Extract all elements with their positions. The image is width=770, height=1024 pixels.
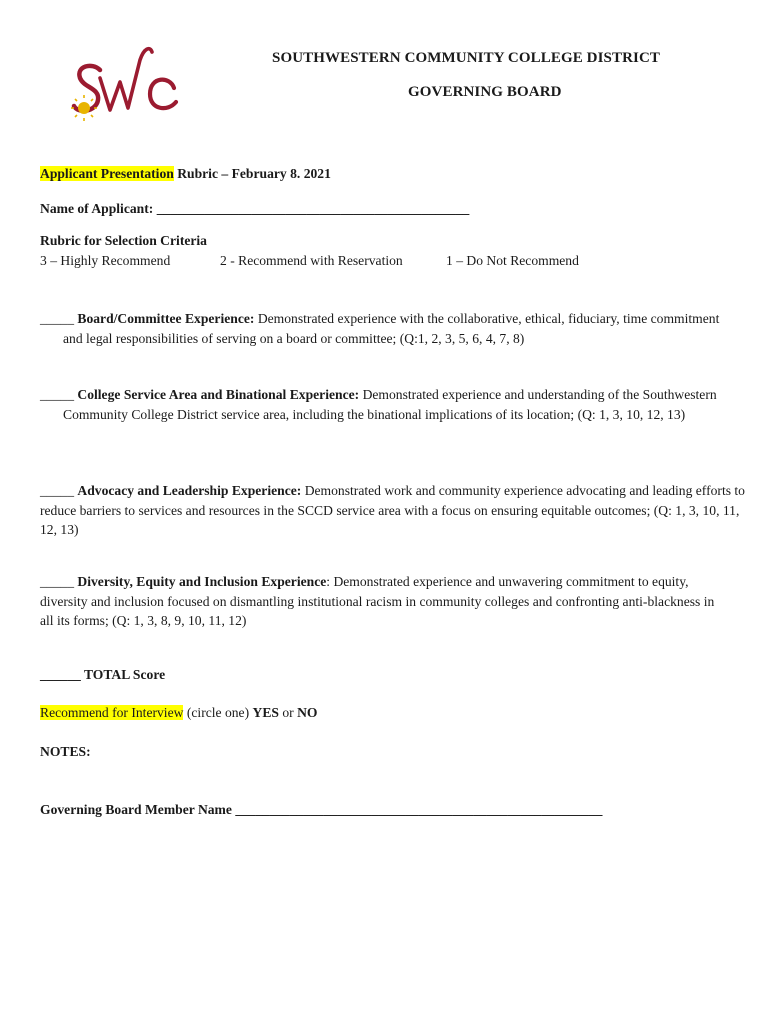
member-name-blank[interactable]: ______________________________________________________: [235, 802, 603, 817]
total-blank[interactable]: ______: [40, 667, 81, 682]
total-label: TOTAL Score: [83, 667, 166, 682]
title-rest: Rubric – February 8. 2021: [173, 166, 331, 181]
member-name-label: Governing Board Member Name: [40, 802, 232, 817]
criterion-title: College Service Area and Binational Experience:: [77, 387, 360, 402]
criterion-text: Demonstrated experience with the collaborative, ethical, fiduciary, time commitment and legal responsibilities of serving on a board or committee; (Q:1, 2, 3, 5, 6, 4, 7, 8): [63, 311, 720, 346]
rubric-level-3: 3 – Highly Recommend: [40, 253, 171, 268]
board-title: GOVERNING BOARD: [408, 84, 562, 100]
criterion-title: Diversity, Equity and Inclusion Experience: [77, 574, 327, 589]
score-blank[interactable]: _____: [40, 574, 74, 589]
recommend-highlight: Recommend for Interview: [40, 705, 184, 720]
swc-logo-mark: [70, 44, 182, 122]
recommend-line: [40, 703, 317, 722]
applicant-blank[interactable]: ______________________________________________: [156, 201, 470, 216]
rubric-level-1: 1 – Do Not Recommend: [446, 253, 579, 268]
criterion-dei: [40, 572, 730, 631]
rubric-title: [40, 164, 331, 183]
rubric-level-2: 2 - Recommend with Reservation: [220, 253, 403, 268]
criterion-text: Demonstrated experience and understanding of the Southwestern Community College District service area, including the binational implications of its location; (Q: 1, 3, 10, 12, 13): [63, 387, 717, 422]
criterion-text: Demonstrated work and community experience advocating and leading efforts to reduce barriers to services and resources in the SCCD service area with a focus on ensuring equitable outcomes; (Q: 1, 3, 10, 11, 12, 13): [40, 483, 745, 538]
or-text: or: [278, 705, 298, 720]
swc-logo: [70, 44, 182, 122]
title-highlight: Applicant Presentation: [40, 166, 174, 181]
applicant-name-line: [40, 199, 469, 218]
member-name-line: [40, 800, 602, 819]
rubric-heading: Rubric for Selection Criteria: [40, 233, 207, 248]
district-title: SOUTHWESTERN COMMUNITY COLLEGE DISTRICT: [272, 50, 660, 66]
no-option[interactable]: NO: [297, 705, 318, 720]
score-blank[interactable]: _____: [40, 387, 74, 402]
criterion-advocacy-leadership: [40, 481, 752, 540]
criterion-college-service-area: [40, 385, 755, 424]
score-blank[interactable]: _____: [40, 483, 74, 498]
recommend-instruction: (circle one): [183, 705, 253, 720]
criterion-board-committee: [40, 309, 723, 348]
notes-label: NOTES:: [40, 744, 91, 759]
criterion-title: Advocacy and Leadership Experience:: [77, 483, 302, 498]
total-score-line: [40, 665, 165, 684]
criterion-text: : Demonstrated experience and unwavering commitment to equity, diversity and inclusion focused on dismantling institutional racism in community colleges and confronting anti-blackness in all its forms; (Q: 1, 3, 8, 9, 10, 11, 12): [40, 574, 715, 629]
yes-option[interactable]: YES: [252, 705, 279, 720]
applicant-label: Name of Applicant:: [40, 201, 154, 216]
score-blank[interactable]: _____: [40, 311, 74, 326]
criterion-title: Board/Committee Experience:: [77, 311, 255, 326]
